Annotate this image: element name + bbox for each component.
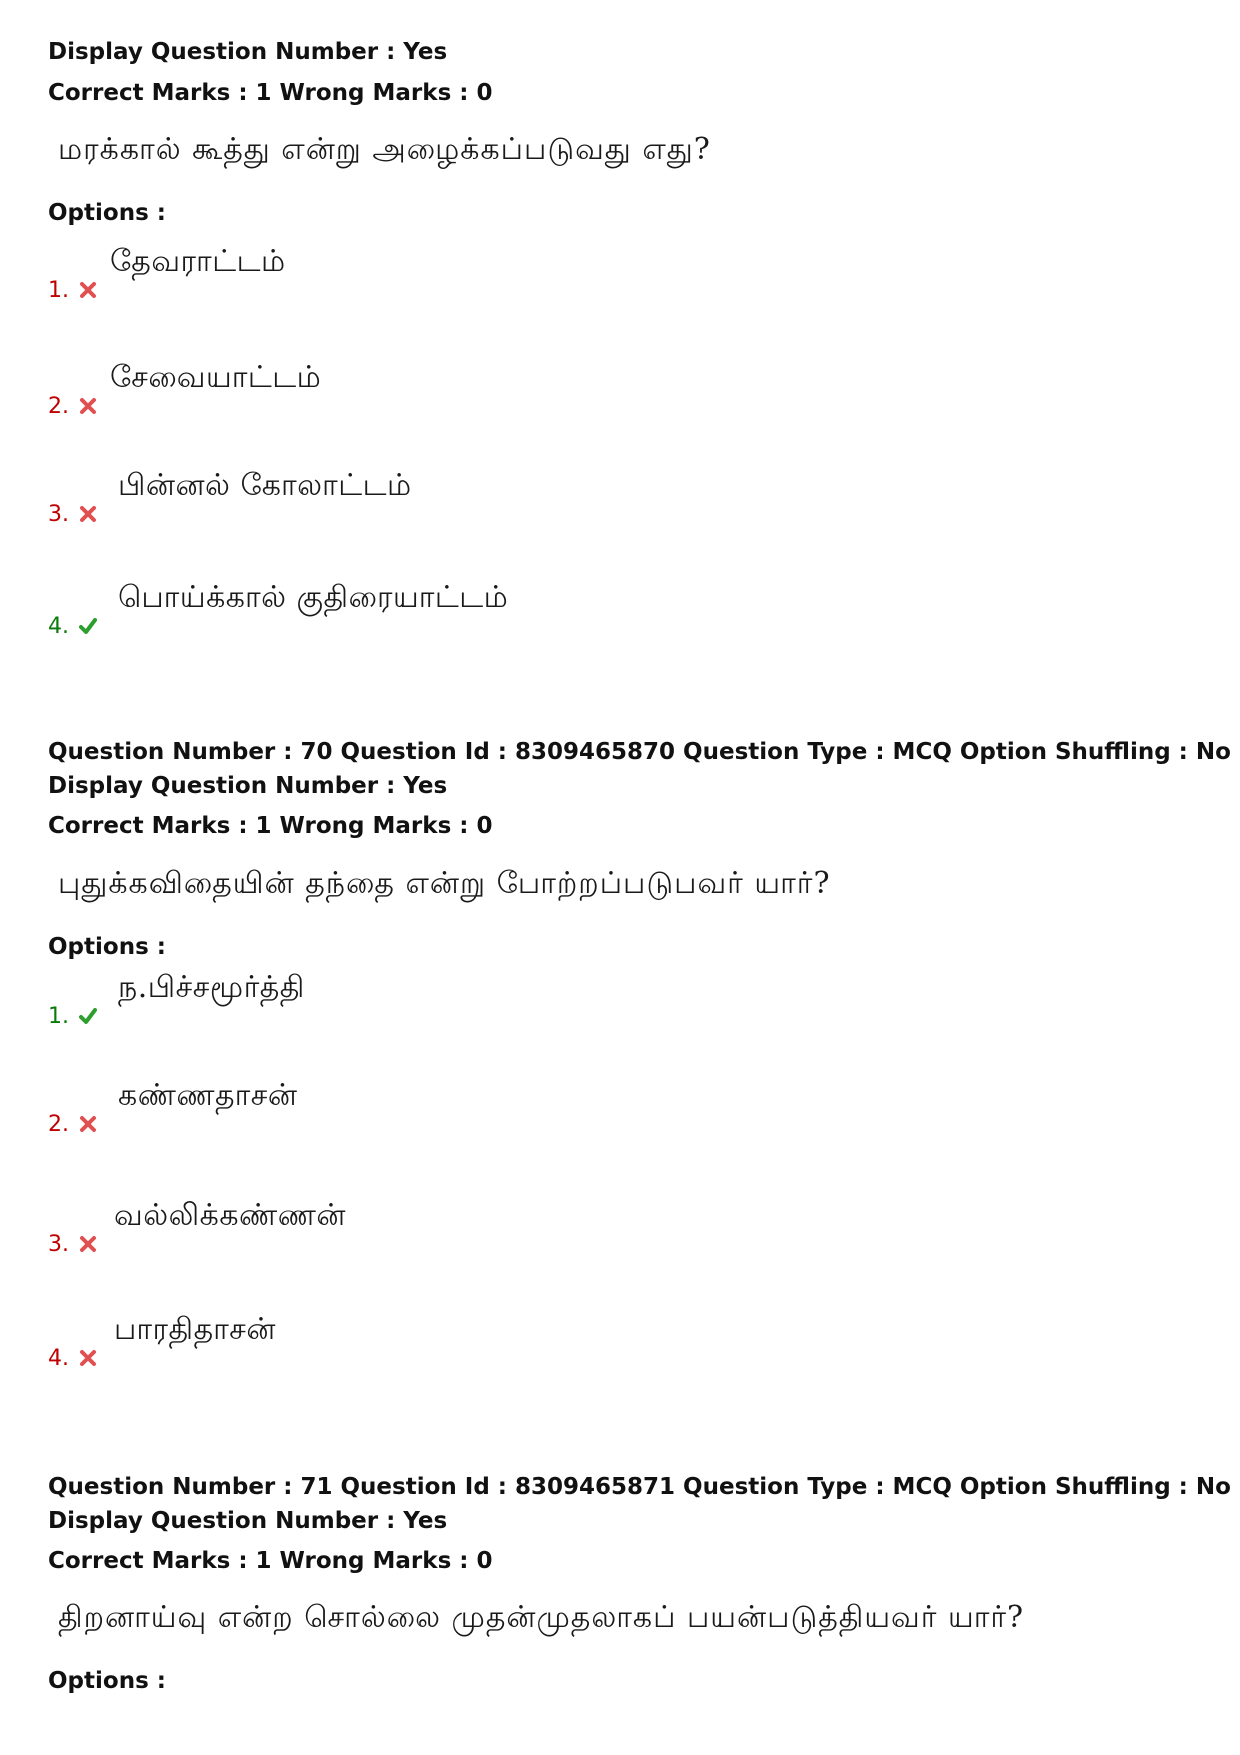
option-3[interactable] [48, 1198, 748, 1258]
option-number: 4. [48, 1346, 69, 1371]
option-2[interactable] [48, 360, 748, 420]
question-header: Question Number : 70 Question Id : 8309465870 Question Type : MCQ Option Shuffling : No [48, 739, 1231, 765]
check-icon [78, 1006, 98, 1026]
cross-icon [78, 1114, 98, 1134]
cross-icon [78, 1234, 98, 1254]
question-text: திறனாய்வு என்ற சொல்லை முதன்முதலாகப் பயன்படுத்தியவர் யார்? [58, 1600, 1025, 1635]
question-text: மரக்கால் கூத்து என்று அழைக்கப்படுவது எது? [58, 132, 711, 167]
option-number: 2. [48, 1112, 69, 1137]
option-4[interactable] [48, 1312, 748, 1372]
cross-icon [78, 504, 98, 524]
option-text: பின்னல் கோலாட்டம் [118, 468, 412, 503]
option-4[interactable] [48, 580, 748, 640]
option-number: 3. [48, 1232, 69, 1257]
option-text: தேவராட்டம் [110, 244, 286, 279]
cross-icon [78, 396, 98, 416]
options-label: Options : [48, 934, 166, 960]
question-text: புதுக்கவிதையின் தந்தை என்று போற்றப்படுபவர் யார்? [58, 866, 831, 901]
option-number: 4. [48, 614, 69, 639]
marks-info: Correct Marks : 1 Wrong Marks : 0 [48, 813, 493, 839]
options-label: Options : [48, 200, 166, 226]
option-number: 2. [48, 394, 69, 419]
option-number: 3. [48, 502, 69, 527]
option-text: கண்ணதாசன் [118, 1078, 298, 1113]
option-1[interactable] [48, 244, 748, 304]
option-number: 1. [48, 1004, 69, 1029]
option-text: வல்லிக்கண்ணன் [114, 1198, 346, 1233]
option-1[interactable] [48, 970, 748, 1030]
options-label: Options : [48, 1668, 166, 1694]
display-question-number: Display Question Number : Yes [48, 39, 448, 65]
option-3[interactable] [48, 468, 748, 528]
cross-icon [78, 280, 98, 300]
option-2[interactable] [48, 1078, 748, 1138]
display-question-number: Display Question Number : Yes [48, 1508, 448, 1534]
marks-info: Correct Marks : 1 Wrong Marks : 0 [48, 80, 493, 106]
option-text: பொய்க்கால் குதிரையாட்டம் [118, 580, 509, 615]
display-question-number: Display Question Number : Yes [48, 773, 448, 799]
option-text: ந.பிச்சமூர்த்தி [118, 970, 305, 1005]
option-text: பாரதிதாசன் [114, 1312, 276, 1347]
cross-icon [78, 1348, 98, 1368]
marks-info: Correct Marks : 1 Wrong Marks : 0 [48, 1548, 493, 1574]
check-icon [78, 616, 98, 636]
option-text: சேவையாட்டம் [110, 360, 322, 395]
option-number: 1. [48, 278, 69, 303]
question-header: Question Number : 71 Question Id : 8309465871 Question Type : MCQ Option Shuffling : No [48, 1474, 1231, 1500]
